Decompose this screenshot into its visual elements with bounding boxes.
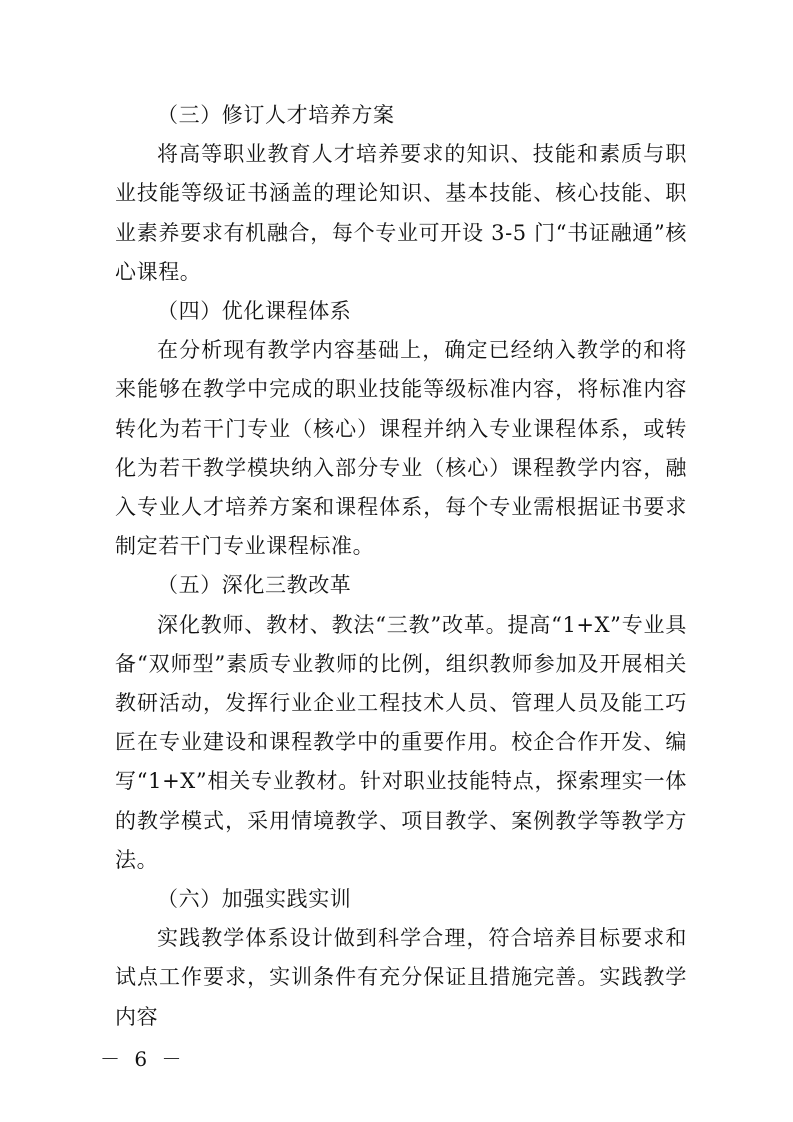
section-heading-practical-training: （六）加强实践实训 bbox=[157, 887, 352, 912]
section-heading-optimize-curriculum: （四）优化课程体系 bbox=[157, 299, 352, 324]
section-paragraph-optimize-curriculum: 在分析现有教学内容基础上，确定已经纳入教学的和将来能够在教学中完成的职业技能等级标准内容，将标准内容转化为若干门专业（核心）课程并纳入专业课程体系，或转化为若干教学模块纳入部分专业（核心）课程教学内容，融入专业人才培养方案和课程体系，每个专业需根据证书要求制定若干门专业课程标准。 bbox=[115, 338, 687, 559]
section-paragraph-practical-training: 实践教学体系设计做到科学合理，符合培养目标要求和试点工作要求，实训条件有充分保证且措施完善。实践教学内容 bbox=[115, 926, 687, 1029]
page-number: － 6 － bbox=[100, 1047, 186, 1071]
section-heading-revise-training-plan: （三）修订人才培养方案 bbox=[157, 103, 395, 127]
document-body bbox=[115, 96, 687, 1037]
section-paragraph-revise-training-plan: 将高等职业教育人才培养要求的知识、技能和素质与职业技能等级证书涵盖的理论知识、基本技能、核心技能、职业素养要求有机融合，每个专业可开设 3-5 门“书证融通”核心课程。 bbox=[115, 142, 687, 284]
section-paragraph-teaching-reform: 深化教师、教材、教法“三教”改革。提高“1+X”专业具备“双师型”素质专业教师的比例，组织教师参加及开展相关教研活动，发挥行业企业工程技术人员、管理人员及能工巧匠在专业建设和课程教学中的重要作用。校企合作开发、编写“1+X”相关专业教材。针对职业技能特点，探索理实一体的教学模式，采用情境教学、项目教学、案例教学等教学方法。 bbox=[115, 612, 687, 872]
section-heading-teaching-reform: （五）深化三教改革 bbox=[157, 573, 352, 598]
